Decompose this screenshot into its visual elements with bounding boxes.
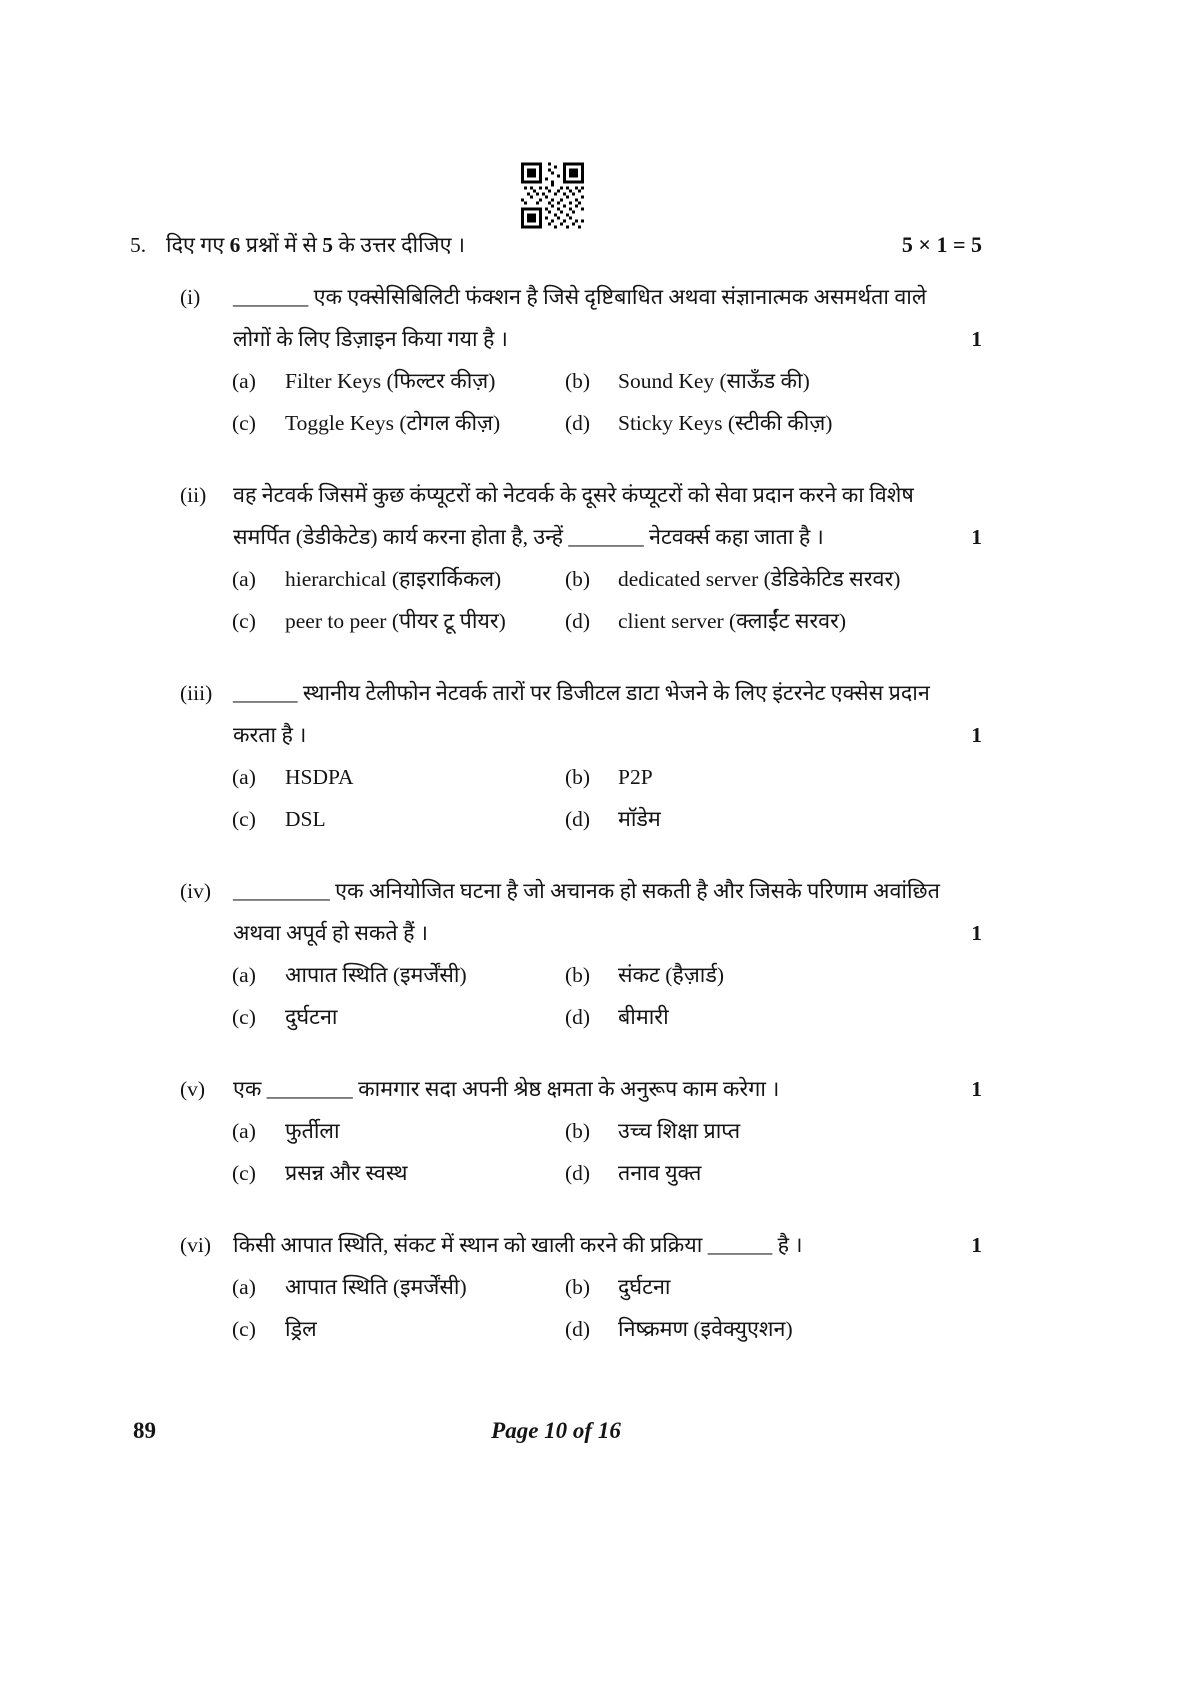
option-label: (c): [232, 411, 256, 435]
question-iii: [130, 672, 982, 840]
question-ii-label: (ii): [180, 483, 207, 507]
option-a: [232, 360, 565, 402]
option-text: मॉडेम: [618, 807, 661, 831]
question-iv-options: [232, 954, 982, 1038]
option-label: (d): [565, 411, 591, 435]
option-b: [565, 756, 982, 798]
page-number: Page 10 of 16: [491, 1418, 621, 1443]
option-text: दुर्घटना: [285, 1005, 338, 1029]
option-label: (c): [232, 807, 256, 831]
question-iv: [130, 870, 982, 1038]
question-line: वह नेटवर्क जिसमें कुछ कंप्यूटरों को नेटवर्क के दूसरे कंप्यूटरों को सेवा प्रदान करने का विशेष: [233, 483, 914, 507]
option-d: [565, 1152, 982, 1194]
option-text: Toggle Keys (टोगल कीज़): [285, 411, 501, 435]
question-line: समर्पित (डेडीकेटेड) कार्य करना होता है, उन्हें _______ नेटवर्क्स कहा जाता है ।: [233, 525, 824, 549]
option-label: (a): [232, 765, 256, 789]
option-text: दुर्घटना: [618, 1275, 671, 1299]
option-text: संकट (हैज़ार्ड): [618, 963, 725, 987]
question-line: ______ स्थानीय टेलीफोन नेटवर्क तारों पर डिजीटल डाटा भेजने के लिए इंटरनेट एक्सेस प्रदान: [233, 681, 930, 705]
question-iv-label: (iv): [180, 879, 212, 903]
option-a: [232, 1266, 565, 1308]
option-text: peer to peer (पीयर टू पीयर): [285, 609, 506, 633]
marks-formula: 5 × 1 = 5: [901, 232, 982, 257]
question-ii: [130, 474, 982, 642]
question-5-block: [130, 229, 982, 1350]
option-label: (d): [565, 807, 591, 831]
question-i-text: [233, 276, 961, 360]
option-a: [232, 954, 565, 996]
option-text: Sound Key (साऊँड की): [618, 369, 810, 393]
option-text: तनाव युक्त: [618, 1161, 702, 1185]
option-c: [232, 600, 565, 642]
question-vi-options: [232, 1266, 982, 1350]
option-label: (d): [565, 1161, 591, 1185]
option-label: (d): [565, 609, 591, 633]
option-label: (c): [232, 1317, 256, 1341]
question-iii-text: [233, 672, 961, 756]
instruction-text: के उत्तर दीजिए ।: [333, 233, 466, 257]
option-b: [565, 1266, 982, 1308]
option-label: (b): [565, 765, 591, 789]
question-iv-marks: 1: [971, 921, 982, 945]
question-iv-text: [233, 870, 961, 954]
option-a: [232, 1110, 565, 1152]
option-a: [232, 756, 565, 798]
option-label: (c): [232, 1005, 256, 1029]
question-line: लोगों के लिए डिज़ाइन किया गया है ।: [233, 327, 508, 351]
instruction-count-total: 6: [229, 233, 241, 257]
question-iii-options: [232, 756, 982, 840]
question-line: एक ________ कामगार सदा अपनी श्रेष्ठ क्षमता के अनुरूप काम करेगा ।: [233, 1077, 780, 1101]
question-line: _________ एक अनियोजित घटना है जो अचानक हो सकती है और जिसके परिणाम अवांछित: [233, 879, 940, 903]
option-label: (c): [232, 1161, 256, 1185]
question-line: _______ एक एक्सेसिबिलिटी फंक्शन है जिसे दृष्टिबाधित अथवा संज्ञानात्मक असमर्थता वाले: [233, 285, 927, 309]
question-vi-label: (vi): [180, 1233, 212, 1257]
question-iii-marks: 1: [971, 723, 982, 747]
question-i-label: (i): [180, 285, 201, 309]
instruction-count-attempt: 5: [322, 233, 334, 257]
question-vi-marks: 1: [971, 1233, 982, 1257]
option-b: [565, 954, 982, 996]
option-text: ड्रिल: [285, 1317, 317, 1341]
option-label: (b): [565, 567, 591, 591]
question-v: [130, 1068, 982, 1194]
option-d: [565, 600, 982, 642]
option-text: dedicated server (डेडिकेटिड सरवर): [618, 567, 901, 591]
option-text: उच्च शिक्षा प्राप्त: [618, 1119, 741, 1143]
option-label: (c): [232, 609, 256, 633]
option-text: बीमारी: [618, 1005, 669, 1029]
option-text: client server (क्लाईंट सरवर): [618, 609, 847, 633]
option-c: [232, 402, 565, 444]
option-text: DSL: [285, 807, 326, 831]
option-text: P2P: [618, 765, 653, 789]
option-text: आपात स्थिति (इमर्जेंसी): [285, 963, 467, 987]
question-line: करता है ।: [233, 723, 307, 747]
option-label: (b): [565, 963, 591, 987]
question-line: अथवा अपूर्व हो सकते हैं ।: [233, 921, 429, 945]
option-a: [232, 558, 565, 600]
question-ii-options: [232, 558, 982, 642]
option-c: [232, 996, 565, 1038]
option-label: (b): [565, 369, 591, 393]
instruction-text: प्रश्नों में से: [240, 233, 323, 257]
option-text: फुर्तीला: [285, 1119, 340, 1143]
option-label: (b): [565, 1119, 591, 1143]
question-5-number: 5.: [130, 233, 147, 257]
question-v-text: [233, 1068, 961, 1110]
option-text: निष्क्रमण (इवेक्युएशन): [618, 1317, 793, 1341]
option-text: hierarchical (हाइरार्किकल): [285, 567, 502, 591]
option-b: [565, 558, 982, 600]
option-b: [565, 1110, 982, 1152]
question-v-marks: 1: [971, 1077, 982, 1101]
option-label: (a): [232, 369, 256, 393]
question-ii-marks: 1: [971, 525, 982, 549]
question-line: किसी आपात स्थिति, संकट में स्थान को खाली करने की प्रक्रिया ______ है ।: [233, 1233, 803, 1257]
option-text: प्रसन्न और स्वस्थ: [285, 1161, 408, 1185]
question-5-header: [130, 229, 982, 261]
question-i-marks: 1: [971, 327, 982, 351]
question-ii-text: [233, 474, 961, 558]
instruction-text: दिए गए: [166, 233, 230, 257]
question-vi: [130, 1224, 982, 1350]
question-v-options: [232, 1110, 982, 1194]
option-label: (a): [232, 1275, 256, 1299]
option-label: (a): [232, 567, 256, 591]
option-d: [565, 402, 982, 444]
option-d: [565, 1308, 982, 1350]
option-text: HSDPA: [285, 765, 354, 789]
option-text: Filter Keys (फिल्टर कीज़): [285, 369, 496, 393]
option-b: [565, 360, 982, 402]
option-label: (d): [565, 1005, 591, 1029]
question-i: [130, 276, 982, 444]
option-d: [565, 996, 982, 1038]
question-v-label: (v): [180, 1077, 206, 1101]
paper-code: 89: [133, 1418, 156, 1443]
question-5-instruction: [166, 229, 902, 261]
option-label: (b): [565, 1275, 591, 1299]
question-vi-text: [233, 1224, 961, 1266]
option-text: Sticky Keys (स्टीकी कीज़): [618, 411, 833, 435]
option-c: [232, 1308, 565, 1350]
option-c: [232, 798, 565, 840]
question-iii-label: (iii): [180, 681, 213, 705]
qr-code: [521, 161, 584, 230]
option-label: (d): [565, 1317, 591, 1341]
option-text: आपात स्थिति (इमर्जेंसी): [285, 1275, 467, 1299]
option-label: (a): [232, 1119, 256, 1143]
option-d: [565, 798, 982, 840]
question-i-options: [232, 360, 982, 444]
option-label: (a): [232, 963, 256, 987]
option-c: [232, 1152, 565, 1194]
